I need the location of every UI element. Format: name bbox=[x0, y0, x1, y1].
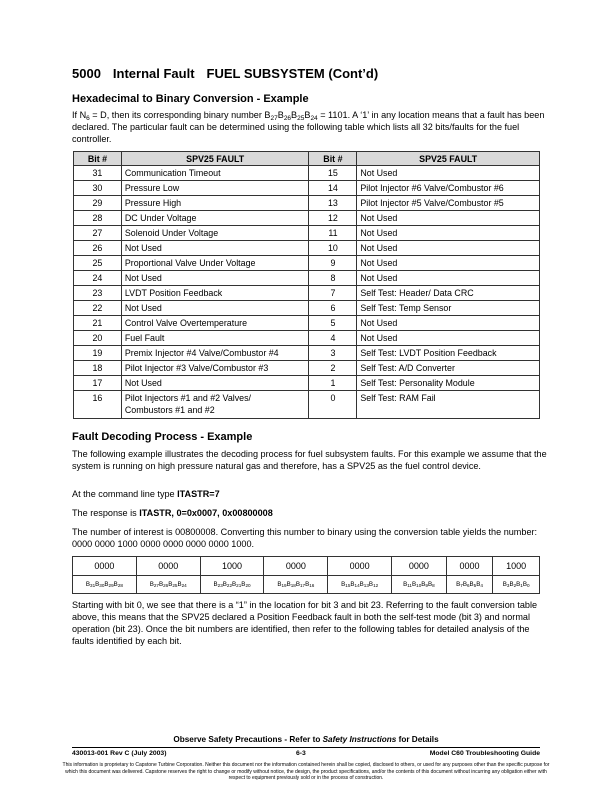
bit-number-cell: 7 bbox=[309, 286, 357, 301]
fault-name-cell: Not Used bbox=[357, 331, 540, 346]
command-text: ITASTR=7 bbox=[177, 489, 220, 499]
fault-name-cell: Pressure High bbox=[121, 196, 309, 211]
legal-notice: This information is proprietary to Capstone Turbine Corporation. Neither this document nor the information contained herein shall be copied, disclosed to others, or used for any purposes other than the specific purpose for which this document was delivered. Capstone reserves the right to change or modify without notice, the design, the product specifications, and/or the contents of this document without incurring any obligation either with respect to equipment previously sold or in the process of construction. bbox=[62, 762, 550, 782]
bit-number-cell: 16 bbox=[74, 391, 122, 419]
bit-number-cell: 1 bbox=[309, 376, 357, 391]
table-row bbox=[74, 181, 540, 196]
fault-name-cell: Not Used bbox=[121, 301, 309, 316]
bit-number-cell: 3 bbox=[309, 346, 357, 361]
col-header-bit: Bit # bbox=[74, 152, 122, 166]
bit-number-cell: 30 bbox=[74, 181, 122, 196]
bit-label-cell: $B_7B_6B_5B_4$ bbox=[446, 576, 493, 594]
bit-number-cell: 17 bbox=[74, 376, 122, 391]
bit-label-cell: $B_{27}B_{26}B_{25}B_{24}$ bbox=[136, 576, 200, 594]
fault-name-cell: Not Used bbox=[357, 226, 540, 241]
section-number: 5000 bbox=[72, 66, 101, 81]
bit-number-cell: 6 bbox=[309, 301, 357, 316]
bit-label-cell: $B_{15}B_{14}B_{13}B_{12}$ bbox=[328, 576, 392, 594]
decoding-intro: The following example illustrates the decoding process for fuel subsystem faults. For this example we assume that the system is running on high pressure natural gas and therefore, has a SPV25 as the fuel control device. bbox=[72, 449, 547, 471]
fault-name-cell: Self Test: A/D Converter bbox=[357, 361, 540, 376]
fault-name-cell: Pilot Injector #3 Valve/Combustor #3 bbox=[121, 361, 309, 376]
fault-name-cell: Not Used bbox=[121, 271, 309, 286]
bit-number-cell: 15 bbox=[309, 166, 357, 181]
fault-name-cell: Self Test: Temp Sensor bbox=[357, 301, 540, 316]
table-row bbox=[74, 241, 540, 256]
response-text: ITASTR, 0=0x0007, 0x00800008 bbox=[139, 508, 273, 518]
col-header-fault: SPV25 FAULT bbox=[121, 152, 309, 166]
table-row bbox=[74, 196, 540, 211]
table-row bbox=[74, 256, 540, 271]
nibble-cell: 0000 bbox=[392, 557, 447, 576]
bit-number-cell: 18 bbox=[74, 361, 122, 376]
bit-number-cell: 28 bbox=[74, 211, 122, 226]
bit-number-cell: 29 bbox=[74, 196, 122, 211]
table-row bbox=[74, 316, 540, 331]
hex-heading: Hexadecimal to Binary Conversion - Example bbox=[72, 93, 309, 105]
bit-number-cell: 24 bbox=[74, 271, 122, 286]
fault-name-cell: Pressure Low bbox=[121, 181, 309, 196]
bit-label-cell: $B_3B_2B_1B_0$ bbox=[493, 576, 540, 594]
binary-conversion-table bbox=[72, 556, 540, 594]
bit-number-cell: 26 bbox=[74, 241, 122, 256]
fault-name-cell: Not Used bbox=[357, 241, 540, 256]
fault-name-cell: Solenoid Under Voltage bbox=[121, 226, 309, 241]
table-row bbox=[74, 391, 540, 419]
bit-label-row bbox=[73, 576, 540, 594]
fault-name-cell: Pilot Injector #5 Valve/Combustor #5 bbox=[357, 196, 540, 211]
table-row bbox=[74, 346, 540, 361]
fault-name-cell: Premix Injector #4 Valve/Combustor #4 bbox=[121, 346, 309, 361]
fault-name-cell: Fuel Fault bbox=[121, 331, 309, 346]
bit-number-cell: 5 bbox=[309, 316, 357, 331]
fault-name-cell: DC Under Voltage bbox=[121, 211, 309, 226]
fault-name-cell: Not Used bbox=[357, 256, 540, 271]
subsystem-name: FUEL SUBSYSTEM (Cont’d) bbox=[206, 66, 379, 81]
bit-label-cell: $B_{19}B_{18}B_{17}B_{16}$ bbox=[264, 576, 328, 594]
document-id: 430013-001 Rev C (July 2003) bbox=[72, 750, 167, 757]
table-row bbox=[74, 166, 540, 181]
fault-table-header bbox=[74, 152, 540, 166]
table-row bbox=[74, 376, 540, 391]
fault-name-cell: Self Test: Header/ Data CRC bbox=[357, 286, 540, 301]
bit-number-cell: 31 bbox=[74, 166, 122, 181]
bit-number-cell: 19 bbox=[74, 346, 122, 361]
bit-label-cell: $B_{11}B_{10}B_9B_8$ bbox=[392, 576, 447, 594]
table-row bbox=[74, 286, 540, 301]
nibble-cell: 1000 bbox=[200, 557, 264, 576]
nibble-cell: 0000 bbox=[136, 557, 200, 576]
bit-number-cell: 2 bbox=[309, 361, 357, 376]
fault-name-cell: LVDT Position Feedback bbox=[121, 286, 309, 301]
page-number: 6-3 bbox=[296, 750, 306, 757]
bit-number-cell: 21 bbox=[74, 316, 122, 331]
bit-number-cell: 8 bbox=[309, 271, 357, 286]
nibble-cell: 1000 bbox=[493, 557, 540, 576]
nibble-cell: 0000 bbox=[446, 557, 493, 576]
safety-notice: Observe Safety Precautions - Refer to Safety Instructions for Details bbox=[173, 735, 439, 744]
bit-number-cell: 20 bbox=[74, 331, 122, 346]
fault-name-cell: Not Used bbox=[121, 241, 309, 256]
fault-name-cell: Self Test: Personality Module bbox=[357, 376, 540, 391]
col-header-bit: Bit # bbox=[309, 152, 357, 166]
col-header-fault: SPV25 FAULT bbox=[357, 152, 540, 166]
bit-label-cell: $B_{31}B_{30}B_{29}B_{28}$ bbox=[73, 576, 137, 594]
guide-title: Model C60 Troubleshooting Guide bbox=[429, 750, 540, 757]
bit-number-cell: 12 bbox=[309, 211, 357, 226]
fault-name-cell: Communication Timeout bbox=[121, 166, 309, 181]
fault-name-cell: Not Used bbox=[121, 376, 309, 391]
bit-number-cell: 14 bbox=[309, 181, 357, 196]
section-name: Internal Fault bbox=[112, 66, 195, 81]
bit-number-cell: 22 bbox=[74, 301, 122, 316]
bit-number-cell: 13 bbox=[309, 196, 357, 211]
bit-number-cell: 23 bbox=[74, 286, 122, 301]
bit-number-cell: 11 bbox=[309, 226, 357, 241]
command-instruction: At the command line type ITASTR=7 bbox=[72, 489, 220, 499]
bit-number-cell: 27 bbox=[74, 226, 122, 241]
table-row bbox=[74, 271, 540, 286]
bit-number-cell: 25 bbox=[74, 256, 122, 271]
fault-table bbox=[73, 151, 540, 419]
bit-number-cell: 10 bbox=[309, 241, 357, 256]
bit-label-cell: $B_{23}B_{22}B_{21}B_{20}$ bbox=[200, 576, 264, 594]
bit-number-cell: 0 bbox=[309, 391, 357, 419]
bit-number-cell: 4 bbox=[309, 331, 357, 346]
decoding-conclusion: Starting with bit 0, we see that there is a “1” in the location for bit 3 and bit 23. Referring to the fault conversion table above, this means that the SPV25 declared a Position Feedback fault in both the self-test mode (bit 3) and normal operation (bit 23). Once the bit numbers are identified, then refer to the following tables for detailed analysis of the faults identified by each bit. bbox=[72, 600, 538, 646]
table-row bbox=[74, 226, 540, 241]
table-row bbox=[74, 361, 540, 376]
fault-name-cell: Not Used bbox=[357, 316, 540, 331]
hex-intro: If $N_6 = D$, then its corresponding binary number $B_{27}B_{26}B_{25}B_{24} = 1101$. A ‘1’ in any location means that a fault has been declared. The particular fault can be determined using the following table which lists all 32 bits/faults for the fuel controller. bbox=[72, 110, 545, 144]
fault-name-cell: Control Valve Overtemperature bbox=[121, 316, 309, 331]
fault-name-cell: Not Used bbox=[357, 166, 540, 181]
footer-divider bbox=[72, 747, 540, 748]
conversion-intro: The number of interest is 00800008. Converting this number to binary using the conversion table yields the number: 0000 0000 1000 0000 0000 0000 0000 1000. bbox=[72, 527, 538, 549]
nibble-row bbox=[73, 557, 540, 576]
table-row bbox=[74, 211, 540, 226]
table-row bbox=[74, 331, 540, 346]
fault-name-cell: Self Test: RAM Fail bbox=[357, 391, 540, 419]
fault-name-cell: Not Used bbox=[357, 211, 540, 226]
nibble-cell: 0000 bbox=[73, 557, 137, 576]
fault-name-cell: Proportional Valve Under Voltage bbox=[121, 256, 309, 271]
nibble-cell: 0000 bbox=[328, 557, 392, 576]
decoding-heading: Fault Decoding Process - Example bbox=[72, 431, 253, 443]
bit-number-cell: 9 bbox=[309, 256, 357, 271]
page-title bbox=[72, 66, 378, 81]
fault-name-cell: Pilot Injector #6 Valve/Combustor #6 bbox=[357, 181, 540, 196]
nibble-cell: 0000 bbox=[264, 557, 328, 576]
fault-name-cell: Self Test: LVDT Position Feedback bbox=[357, 346, 540, 361]
fault-name-cell: Not Used bbox=[357, 271, 540, 286]
fault-name-cell: Pilot Injectors #1 and #2 Valves/ Combustors #1 and #2 bbox=[121, 391, 309, 419]
response-line: The response is ITASTR, 0=0x0007, 0x00800008 bbox=[72, 508, 273, 518]
table-row bbox=[74, 301, 540, 316]
